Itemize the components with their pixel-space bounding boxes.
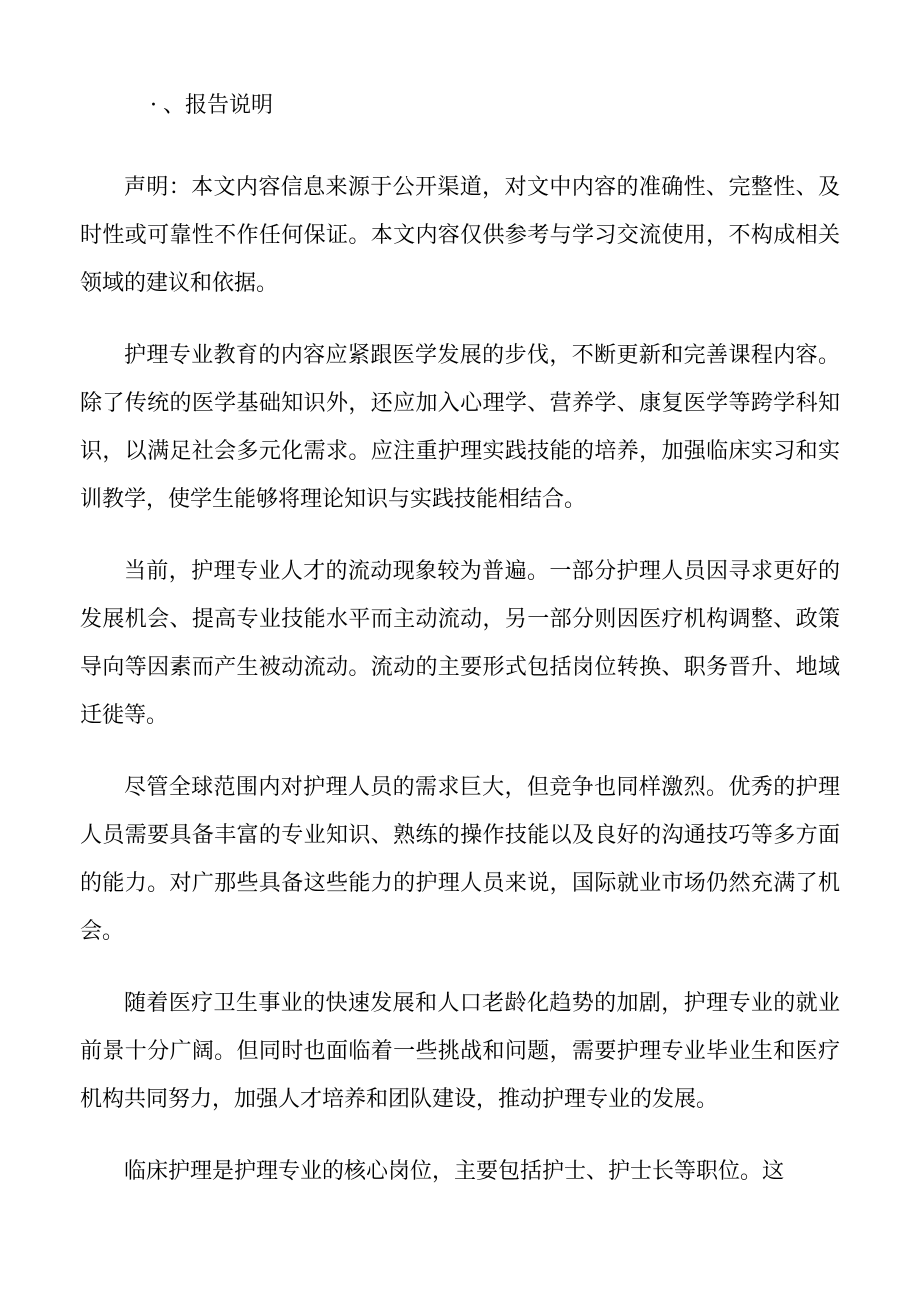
paragraph-disclaimer: 声明：本文内容信息来源于公开渠道，对文中内容的准确性、完整性、及时性或可靠性不作任何保证。本文内容仅供参考与学习交流使用，不构成相关领域的建议和依据。 <box>80 175 840 296</box>
paragraph-employment-outlook: 随着医疗卫生事业的快速发展和人口老龄化趋势的加剧，护理专业的就业前景十分广阔。但同时也面临着一些挑战和问题，需要护理专业毕业生和医疗机构共同努力，加强人才培养和团队建设，推动护理专业的发展。 <box>80 991 840 1112</box>
paragraph-clinical-nursing: 临床护理是护理专业的核心岗位，主要包括护士、护士长等职位。这 <box>124 1159 785 1184</box>
section-heading <box>150 88 273 124</box>
paragraph-global-demand: 尽管全球范围内对护理人员的需求巨大，但竞争也同样激烈。优秀的护理人员需要具备丰富的专业知识、熟练的操作技能以及良好的沟通技巧等多方面的能力。对广那些具备这些能力的护理人员来说，国际就业市场仍然充满了机会。 <box>80 775 840 944</box>
paragraph-education-content: 护理专业教育的内容应紧跟医学发展的步伐，不断更新和完善课程内容。除了传统的医学基础知识外，还应加入心理学、营养学、康复医学等跨学科知识，以满足社会多元化需求。应注重护理实践技能的培养，加强临床实习和实训教学，使学生能够将理论知识与实践技能相结合。 <box>80 343 840 512</box>
heading-bullet: · <box>150 93 157 118</box>
paragraph-talent-mobility: 当前，护理专业人才的流动现象较为普遍。一部分护理人员因寻求更好的发展机会、提高专业技能水平而主动流动，另一部分则因医疗机构调整、政策导向等因素而产生被动流动。流动的主要形式包括岗位转换、职务晋升、地域迁徙等。 <box>80 559 840 728</box>
heading-text: 、报告说明 <box>163 93 274 118</box>
